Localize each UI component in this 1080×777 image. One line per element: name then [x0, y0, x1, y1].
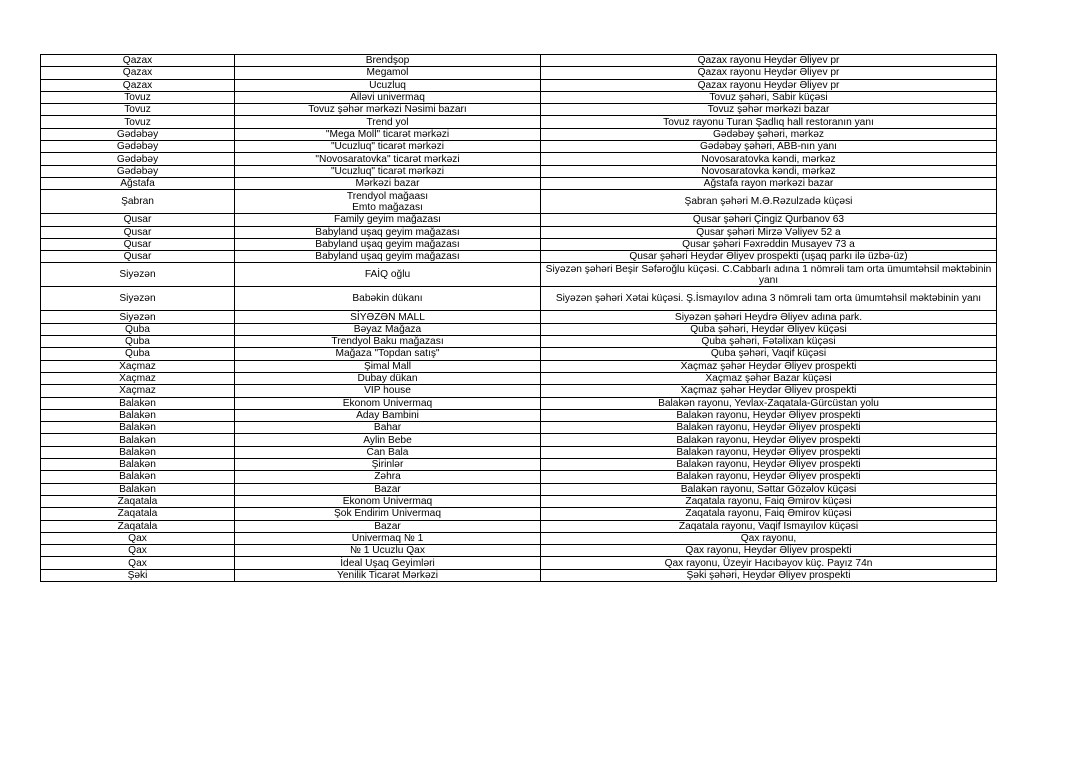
- region-cell: Quba: [41, 323, 235, 335]
- store-name-cell: Family geyim mağazası: [235, 214, 541, 226]
- address-cell: Balakən rayonu, Heydər Əliyev prospekti: [541, 434, 997, 446]
- store-name-cell: Babəkin dükanı: [235, 287, 541, 311]
- table-row: [41, 177, 997, 189]
- address-cell: Zaqatala rayonu, Faiq Əmirov küçəsi: [541, 508, 997, 520]
- address-cell: Qusar şəhəri Heydər Əliyev prospekti (uşaq parkı ilə üzbə-üz): [541, 251, 997, 263]
- store-name-cell: SİYƏZƏN MALL: [235, 311, 541, 323]
- table-row: [41, 348, 997, 360]
- table-row: [41, 263, 997, 287]
- table-row: [41, 128, 997, 140]
- table-row: [41, 545, 997, 557]
- table-row: [41, 67, 997, 79]
- table-row: [41, 434, 997, 446]
- table-row: [41, 323, 997, 335]
- store-name-cell: "Novosaratovka" ticarət mərkəzi: [235, 153, 541, 165]
- store-name-cell: FAİQ oğlu: [235, 263, 541, 287]
- region-cell: Qusar: [41, 238, 235, 250]
- store-name-cell: Babyland uşaq geyim mağazası: [235, 251, 541, 263]
- table-row: [41, 141, 997, 153]
- table-row: [41, 569, 997, 581]
- stores-table-body: [41, 55, 997, 582]
- address-cell: Novosaratovka kəndi, mərkəz: [541, 153, 997, 165]
- table-row: [41, 446, 997, 458]
- address-cell: Qazax rayonu Heydər Əliyev pr: [541, 55, 997, 67]
- table-row: [41, 251, 997, 263]
- region-cell: Balakən: [41, 397, 235, 409]
- store-name-cell: Can Bala: [235, 446, 541, 458]
- address-cell: Zaqatala rayonu, Faiq Əmirov küçəsi: [541, 495, 997, 507]
- store-name-cell: Megamol: [235, 67, 541, 79]
- store-name-cell: Yenilik Ticarət Mərkəzi: [235, 569, 541, 581]
- region-cell: Tovuz: [41, 91, 235, 103]
- table-row: [41, 55, 997, 67]
- address-cell: Qusar şəhəri Mirzə Vəliyev 52 a: [541, 226, 997, 238]
- table-row: [41, 214, 997, 226]
- region-cell: Balakən: [41, 446, 235, 458]
- region-cell: Balakən: [41, 409, 235, 421]
- table-row: [41, 91, 997, 103]
- table-row: [41, 226, 997, 238]
- table-row: [41, 287, 997, 311]
- address-cell: Balakən rayonu, Heydər Əliyev prospekti: [541, 446, 997, 458]
- store-name-cell: Mərkəzi bazar: [235, 177, 541, 189]
- region-cell: Zaqatala: [41, 495, 235, 507]
- region-cell: Balakən: [41, 471, 235, 483]
- store-name-cell: Ailəvi univermaq: [235, 91, 541, 103]
- table-row: [41, 238, 997, 250]
- address-cell: Gədəbəy şəhəri, ABB-nın yanı: [541, 141, 997, 153]
- store-name-cell: Univermaq № 1: [235, 532, 541, 544]
- address-cell: Qazax rayonu Heydər Əliyev pr: [541, 67, 997, 79]
- region-cell: Qazax: [41, 67, 235, 79]
- address-cell: Qusar şəhəri Fəxrəddin Musayev 73 a: [541, 238, 997, 250]
- store-name-cell: Trendyol mağaası Emto mağazası: [235, 190, 541, 214]
- address-cell: Şabran şəhəri M.Ə.Rəzulzadə küçəsi: [541, 190, 997, 214]
- region-cell: Quba: [41, 336, 235, 348]
- address-cell: Qax rayonu,: [541, 532, 997, 544]
- region-cell: Gədəbəy: [41, 165, 235, 177]
- region-cell: Balakən: [41, 459, 235, 471]
- store-name-cell: Babyland uşaq geyim mağazası: [235, 238, 541, 250]
- region-cell: Siyəzən: [41, 311, 235, 323]
- store-name-cell: Bahar: [235, 422, 541, 434]
- region-cell: Xaçmaz: [41, 360, 235, 372]
- address-cell: Tovuz şəhər mərkəzi bazar: [541, 104, 997, 116]
- store-name-cell: Trendyol Baku mağazası: [235, 336, 541, 348]
- store-name-cell: VİP house: [235, 385, 541, 397]
- table-row: [41, 422, 997, 434]
- address-cell: Balakən rayonu, Səttar Gözəlov küçəsi: [541, 483, 997, 495]
- address-cell: Qusar şəhəri Çingiz Qurbanov 63: [541, 214, 997, 226]
- region-cell: Xaçmaz: [41, 385, 235, 397]
- address-cell: Xaçmaz şəhər Heydər Əliyev prospekti: [541, 360, 997, 372]
- region-cell: Şabran: [41, 190, 235, 214]
- region-cell: Ağstafa: [41, 177, 235, 189]
- region-cell: Qazax: [41, 79, 235, 91]
- region-cell: Zaqatala: [41, 520, 235, 532]
- store-name-cell: Brendşop: [235, 55, 541, 67]
- region-cell: Qusar: [41, 214, 235, 226]
- region-cell: Qazax: [41, 55, 235, 67]
- address-cell: Qazax rayonu Heydər Əliyev pr: [541, 79, 997, 91]
- store-name-cell: Babyland uşaq geyim mağazası: [235, 226, 541, 238]
- region-cell: Tovuz: [41, 104, 235, 116]
- address-cell: Siyəzən şəhəri Xətai küçəsi. Ş.İsmayılov adına 3 nömrəli tam orta ümumtəhsil məktəbinin yanı: [541, 287, 997, 311]
- address-cell: Quba şəhəri, Heydər Əliyev küçəsi: [541, 323, 997, 335]
- table-row: [41, 116, 997, 128]
- store-name-cell: Şimal Mall: [235, 360, 541, 372]
- store-name-cell: Aday Bambini: [235, 409, 541, 421]
- table-row: [41, 508, 997, 520]
- region-cell: Qax: [41, 557, 235, 569]
- region-cell: Qusar: [41, 226, 235, 238]
- store-name-cell: "Ucuzluq" ticarət mərkəzi: [235, 165, 541, 177]
- store-name-cell: Bazar: [235, 483, 541, 495]
- table-row: [41, 360, 997, 372]
- store-name-cell: Şok Endirim Univermaq: [235, 508, 541, 520]
- store-name-cell: Trend yol: [235, 116, 541, 128]
- store-name-cell: Şirinlər: [235, 459, 541, 471]
- region-cell: Balakən: [41, 434, 235, 446]
- address-cell: Qax rayonu, Heydər Əliyev prospekti: [541, 545, 997, 557]
- table-row: [41, 483, 997, 495]
- table-row: [41, 311, 997, 323]
- store-name-cell: "Mega Moll" ticarət mərkəzi: [235, 128, 541, 140]
- address-cell: Quba şəhəri, Vaqif küçəsi: [541, 348, 997, 360]
- address-cell: Qax rayonu, Üzeyir Hacıbəyov küç. Payız 74n: [541, 557, 997, 569]
- region-cell: Gədəbəy: [41, 128, 235, 140]
- address-cell: Xaçmaz şəhər Heydər Əliyev prospekti: [541, 385, 997, 397]
- region-cell: Şəki: [41, 569, 235, 581]
- table-row: [41, 372, 997, 384]
- table-row: [41, 557, 997, 569]
- table-row: [41, 336, 997, 348]
- address-cell: Balakən rayonu, Heydər Əliyev prospekti: [541, 459, 997, 471]
- address-cell: Balakən rayonu, Heydər Əliyev prospekti: [541, 409, 997, 421]
- store-name-cell: "Ucuzluq" ticarət mərkəzi: [235, 141, 541, 153]
- address-cell: Novosaratovka kəndi, mərkəz: [541, 165, 997, 177]
- store-name-cell: Ucuzluq: [235, 79, 541, 91]
- address-cell: Quba şəhəri, Fətəlixan küçəsi: [541, 336, 997, 348]
- store-name-cell: Aylin Bebe: [235, 434, 541, 446]
- store-name-cell: Bazar: [235, 520, 541, 532]
- address-cell: Tovuz rayonu Turan Şadlıq hall restoranın yanı: [541, 116, 997, 128]
- address-cell: Balakən rayonu, Yevlax-Zaqatala-Gürcüstan yolu: [541, 397, 997, 409]
- address-cell: Ağstafa rayon mərkəzi bazar: [541, 177, 997, 189]
- table-row: [41, 153, 997, 165]
- store-name-cell: Dubay dükan: [235, 372, 541, 384]
- table-row: [41, 459, 997, 471]
- store-name-cell: Tovuz şəhər mərkəzi Nəsimi bazarı: [235, 104, 541, 116]
- store-name-cell: Ekonom Univermaq: [235, 397, 541, 409]
- region-cell: Gədəbəy: [41, 141, 235, 153]
- region-cell: Qusar: [41, 251, 235, 263]
- region-cell: Quba: [41, 348, 235, 360]
- store-name-cell: Ekonom Univermaq: [235, 495, 541, 507]
- region-cell: Siyəzən: [41, 263, 235, 287]
- region-cell: Gədəbəy: [41, 153, 235, 165]
- address-cell: Gədəbəy şəhəri, mərkəz: [541, 128, 997, 140]
- table-row: [41, 165, 997, 177]
- table-row: [41, 471, 997, 483]
- table-row: [41, 190, 997, 214]
- region-cell: Balakən: [41, 483, 235, 495]
- table-row: [41, 532, 997, 544]
- table-row: [41, 397, 997, 409]
- address-cell: Balakən rayonu, Heydər Əliyev prospekti: [541, 422, 997, 434]
- region-cell: Siyəzən: [41, 287, 235, 311]
- address-cell: Xaçmaz şəhər Bazar küçəsi: [541, 372, 997, 384]
- store-name-cell: İdeal Uşaq Geyimləri: [235, 557, 541, 569]
- table-row: [41, 520, 997, 532]
- region-cell: Zaqatala: [41, 508, 235, 520]
- table-row: [41, 409, 997, 421]
- store-name-cell: Mağaza "Topdan satış": [235, 348, 541, 360]
- table-row: [41, 104, 997, 116]
- store-name-cell: Zəhra: [235, 471, 541, 483]
- address-cell: Şəki şəhəri, Heydər Əliyev prospekti: [541, 569, 997, 581]
- table-row: [41, 79, 997, 91]
- stores-table: [40, 54, 997, 582]
- address-cell: Siyəzən şəhəri Beşir Səfəroğlu küçəsi. C.Cabbarlı adına 1 nömrəli tam orta ümumtəhsil məktəbinin yanı: [541, 263, 997, 287]
- region-cell: Tovuz: [41, 116, 235, 128]
- address-cell: Zaqatala rayonu, Vaqif İsmayılov küçəsi: [541, 520, 997, 532]
- region-cell: Xaçmaz: [41, 372, 235, 384]
- address-cell: Siyəzən şəhəri Heydrə Əliyev adına park.: [541, 311, 997, 323]
- store-name-cell: Bəyaz Mağaza: [235, 323, 541, 335]
- table-row: [41, 385, 997, 397]
- address-cell: Tovuz şəhəri, Sabir küçəsi: [541, 91, 997, 103]
- region-cell: Qax: [41, 532, 235, 544]
- store-name-cell: № 1 Ucuzlu Qax: [235, 545, 541, 557]
- address-cell: Balakən rayonu, Heydər Əliyev prospekti: [541, 471, 997, 483]
- table-row: [41, 495, 997, 507]
- region-cell: Qax: [41, 545, 235, 557]
- region-cell: Balakən: [41, 422, 235, 434]
